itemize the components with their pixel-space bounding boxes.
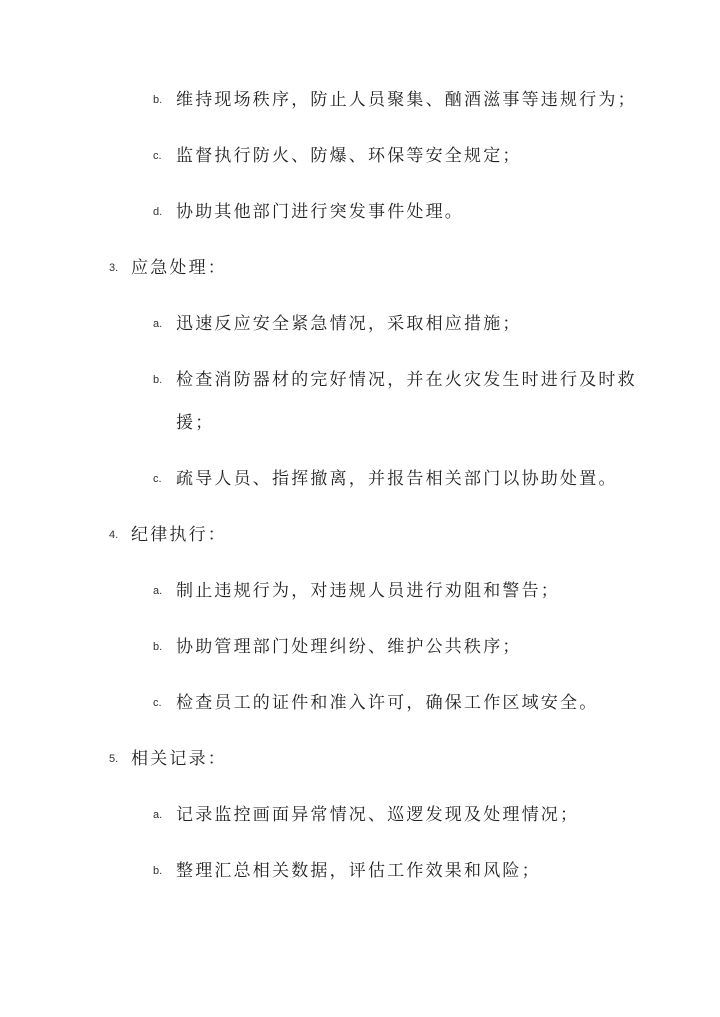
- list-marker: b.: [153, 374, 163, 386]
- list-marker: d.: [153, 206, 163, 218]
- section-title: 纪律执行：: [131, 525, 227, 545]
- list-item-text: 检查员工的证件和准入许可，确保工作区域安全。: [176, 693, 599, 713]
- section-number: 3.: [109, 262, 119, 274]
- list-marker: b.: [153, 865, 163, 877]
- list-item-text: 疏导人员、指挥撤离，并报告相关部门以协助处置。: [176, 469, 618, 489]
- section-number: 5.: [109, 753, 119, 765]
- list-item-text: 援；: [176, 413, 215, 433]
- list-item-text: 整理汇总相关数据，评估工作效果和风险；: [176, 861, 541, 881]
- list-marker: a.: [153, 318, 163, 330]
- list-item-text: 协助其他部门进行突发事件处理。: [176, 202, 464, 222]
- list-item-text: 维持现场秩序，防止人员聚集、酗酒滋事等违规行为；: [176, 90, 637, 110]
- list-marker: c.: [153, 473, 162, 485]
- list-item-text: 迅速反应安全紧急情况，采取相应措施；: [176, 314, 522, 334]
- list-item-text: 制止违规行为，对违规人员进行劝阻和警告；: [176, 581, 560, 601]
- list-marker: b.: [153, 94, 163, 106]
- list-item-text: 监督执行防火、防爆、环保等安全规定；: [176, 146, 522, 166]
- section-title: 应急处理：: [131, 258, 227, 278]
- section-number: 4.: [109, 529, 119, 541]
- list-marker: a.: [153, 585, 163, 597]
- section-title: 相关记录：: [131, 749, 227, 769]
- list-item-text: 记录监控画面异常情况、巡逻发现及处理情况；: [176, 805, 580, 825]
- list-marker: c.: [153, 150, 162, 162]
- list-marker: c.: [153, 697, 162, 709]
- list-item-text: 检查消防器材的完好情况，并在火灾发生时进行及时救: [176, 370, 637, 390]
- list-marker: b.: [153, 641, 163, 653]
- list-item-text: 协助管理部门处理纠纷、维护公共秩序；: [176, 637, 522, 657]
- list-marker: a.: [153, 809, 163, 821]
